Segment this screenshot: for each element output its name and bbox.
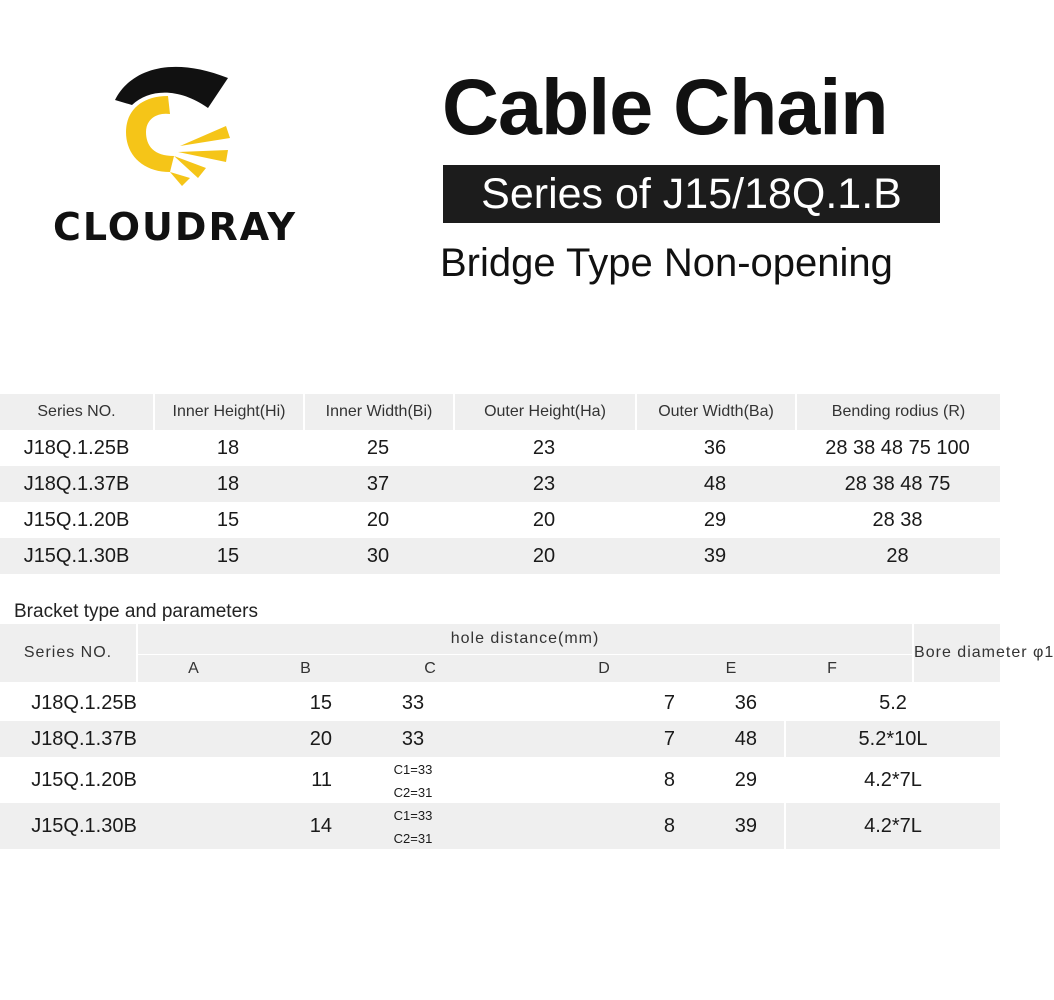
cell-c2-value: C2=31 [393,831,433,846]
cell-outer-height: 23 [532,436,556,459]
col-header-outer-height: Outer Height(Ha) [453,394,635,430]
cell-outer-height: 23 [453,466,635,502]
cell-d [468,803,568,849]
cell-bending-radius: 28 38 [872,508,923,531]
table-row [0,803,1000,849]
cell-c [358,757,468,803]
brand-logo [40,60,310,260]
cell-e: 7 [663,691,675,714]
cell-outer-width: 36 [703,436,727,459]
series-banner: Series of J15/18Q.1.B [443,165,940,223]
cell-b: 20 [250,721,358,757]
col-header-series: Series NO. [0,394,153,430]
cell-series: J15Q.1.20B [31,768,137,791]
spec-table [0,394,1000,574]
col-header-e: E [710,654,752,682]
table-row [0,502,1000,538]
table-row [0,757,1000,803]
col-header-outer-width: Outer Width(Ba) [635,394,795,430]
page-subtitle: Bridge Type Non-opening [440,241,893,285]
cell-bore: 4.2*7L [784,757,1000,803]
col-header-bore-diameter: Bore diameter φ1 [912,624,1000,682]
col-header-series: Series NO. [0,624,136,682]
cell-outer-width: 48 [635,466,795,502]
cell-series: J15Q.1.30B [0,538,153,574]
cell-e: 8 [663,768,675,791]
cell-e: 8 [568,803,675,849]
cell-b: 11 [311,768,332,791]
cell-inner-width: 20 [366,508,390,531]
cell-outer-height: 20 [532,508,556,531]
bracket-header-row [0,624,1000,654]
spec-header-row [0,394,1000,430]
cell-series: J15Q.1.30B [0,803,168,849]
cell-d [468,721,568,757]
cell-b: 14 [250,803,358,849]
bracket-section-title: Bracket type and parameters [14,601,258,622]
bracket-table-body [0,685,1000,849]
cell-e: 7 [568,721,675,757]
cell-series: J18Q.1.37B [0,721,168,757]
table-row [0,538,1000,574]
cell-series: J15Q.1.20B [23,508,130,531]
cell-bending-radius: 28 38 48 75 [795,466,1000,502]
cloudray-logo-icon [110,60,240,190]
col-header-f: F [752,654,912,682]
cell-outer-width: 39 [635,538,795,574]
cell-a [168,803,250,849]
brand-name: CLOUDRAY [53,205,297,249]
cell-bore: 5.2 [784,685,1000,721]
cell-c1-value: C1=33 [393,808,433,823]
table-row [0,430,1000,466]
col-header-inner-width: Inner Width(Bi) [303,394,453,430]
col-header-b: B [249,654,362,682]
cell-c1-value: C1=33 [393,762,433,777]
col-header-c: C [362,654,498,682]
col-header-bending-radius: Bending rodius (R) [795,394,1000,430]
col-header-hole-distance: hole distance(mm) [136,624,912,654]
cell-bending-radius: 28 38 48 75 100 [825,436,970,459]
cell-c [358,803,468,849]
cell-series: J18Q.1.25B [23,436,130,459]
table-row [0,685,1000,721]
cell-outer-width: 29 [703,508,727,531]
cell-d [468,685,568,721]
cell-inner-height: 18 [153,466,303,502]
cell-bending-radius: 28 [795,538,1000,574]
cell-series: J18Q.1.25B [31,691,137,714]
cell-series: J18Q.1.37B [0,466,153,502]
cell-c-value: 33 [401,691,425,714]
bracket-subheader-row [0,654,1000,682]
cell-c2-value: C2=31 [393,785,433,800]
cell-d [468,757,568,803]
cell-a [168,685,250,721]
cell-inner-height: 15 [153,538,303,574]
cell-a [168,757,250,803]
cell-f: 39 [675,803,784,849]
cell-inner-height: 18 [216,436,240,459]
cell-f: 29 [734,768,757,791]
table-row [0,466,1000,502]
cell-inner-width: 37 [303,466,453,502]
cell-f: 48 [675,721,784,757]
cell-outer-height: 20 [453,538,635,574]
cell-c-value: 33 [401,727,425,750]
cell-b: 15 [309,691,332,714]
cell-c [358,721,468,757]
cell-inner-width: 25 [366,436,390,459]
cell-inner-width: 30 [303,538,453,574]
cell-c [358,685,468,721]
cell-bore: 5.2*10L [784,721,1000,757]
table-row [0,721,1000,757]
bracket-table [0,624,1054,682]
cell-inner-height: 15 [216,508,240,531]
page-title: Cable Chain [442,62,888,151]
cell-f: 36 [734,691,757,714]
cell-bore: 4.2*7L [784,803,1000,849]
col-header-a: A [136,654,249,682]
cell-a [168,721,250,757]
col-header-inner-height: Inner Height(Hi) [153,394,303,430]
col-header-d: D [498,654,710,682]
